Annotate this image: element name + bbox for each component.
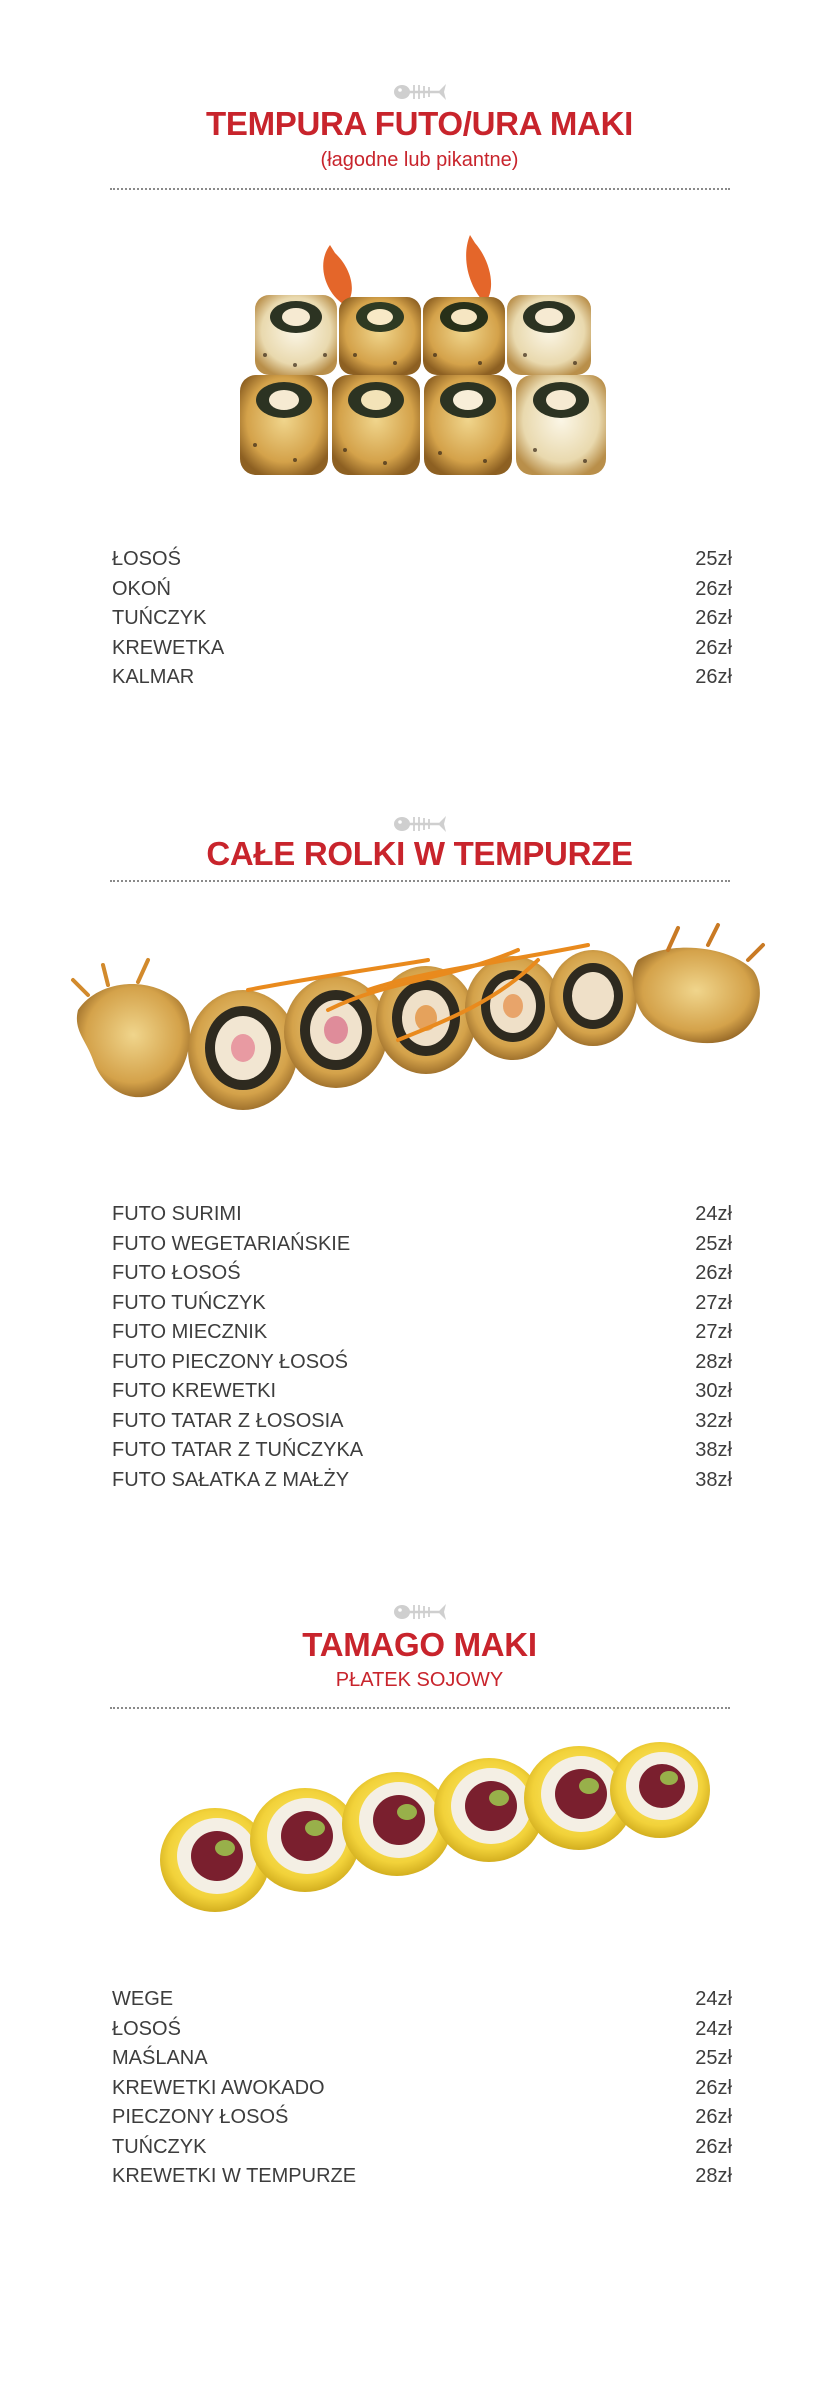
- item-price: 26zł: [695, 2076, 732, 2099]
- menu-item: [112, 2044, 732, 2074]
- item-price: 30zł: [695, 1380, 732, 1402]
- menu-item: [112, 1230, 732, 1260]
- divider: [110, 1707, 730, 1709]
- item-price: 24zł: [695, 1988, 732, 2010]
- divider: [110, 880, 730, 882]
- item-price: 38zł: [695, 1439, 732, 1461]
- item-price: 28zł: [695, 1350, 732, 1373]
- section-title: CAŁE ROLKI W TEMPURZE: [206, 835, 633, 872]
- tamago-maki-photo: [155, 1740, 715, 1920]
- item-price: 26zł: [695, 577, 732, 600]
- menu-item: [112, 1318, 732, 1348]
- section-title: TAMAGO MAKI: [302, 1626, 537, 1663]
- menu-item: [112, 2074, 732, 2104]
- fish-bone-icon: [393, 812, 447, 836]
- menu-item: [112, 1348, 732, 1378]
- item-name: PIECZONY ŁOSOŚ: [112, 2106, 289, 2128]
- menu-list: [112, 1200, 732, 1495]
- fish-bone-icon: [393, 80, 447, 104]
- menu-item: [112, 2162, 732, 2192]
- menu-item: [112, 1407, 732, 1437]
- item-price: 28zł: [695, 2165, 732, 2187]
- item-price: 26zł: [695, 666, 732, 688]
- item-price: 32zł: [695, 1409, 732, 1432]
- menu-item: [112, 1985, 732, 2015]
- menu-list: [112, 1985, 732, 2192]
- menu-item: [112, 2015, 732, 2045]
- item-price: 26zł: [695, 636, 732, 659]
- section-title: TEMPURA FUTO/URA MAKI: [206, 105, 633, 142]
- menu-item: [112, 2133, 732, 2163]
- item-name: OKOŃ: [112, 577, 171, 600]
- item-name: KREWETKI W TEMPURZE: [112, 2165, 357, 2187]
- item-price: 27zł: [695, 1291, 732, 1314]
- item-name: FUTO KREWETKI: [112, 1380, 277, 1402]
- menu-item: [112, 2103, 732, 2133]
- item-name: FUTO PIECZONY ŁOSOŚ: [112, 1350, 348, 1373]
- section-subtitle: (łagodne lub pikantne): [320, 149, 519, 171]
- item-name: FUTO TATAR Z TUŃCZYKA: [112, 1439, 364, 1461]
- item-price: 38zł: [695, 1468, 732, 1491]
- item-price: 26zł: [695, 2135, 732, 2158]
- item-name: KREWETKA: [112, 636, 225, 659]
- item-name: MAŚLANA: [112, 2047, 208, 2069]
- item-name: KREWETKI AWOKADO: [112, 2076, 325, 2099]
- menu-item: [112, 1436, 732, 1466]
- menu-list: [112, 545, 732, 693]
- item-name: TUŃCZYK: [112, 607, 207, 629]
- item-price: 27zł: [695, 1321, 732, 1343]
- item-price: 24zł: [695, 2017, 732, 2040]
- item-name: FUTO WEGETARIAŃSKIE: [112, 1232, 351, 1255]
- item-price: 25zł: [695, 548, 732, 570]
- item-name: FUTO SAŁATKA Z MAŁŻY: [112, 1468, 350, 1491]
- item-name: TUŃCZYK: [112, 2135, 207, 2158]
- menu-item: [112, 545, 732, 575]
- menu-item: [112, 1200, 732, 1230]
- item-price: 25zł: [695, 1232, 732, 1255]
- menu-item: [112, 663, 732, 693]
- item-name: ŁOSOŚ: [112, 548, 181, 570]
- section-subtitle: PŁATEK SOJOWY: [335, 1669, 504, 1691]
- item-name: FUTO ŁOSOŚ: [112, 1262, 241, 1284]
- menu-item: [112, 1289, 732, 1319]
- fish-bone-icon: [393, 1600, 447, 1624]
- item-name: FUTO TATAR Z ŁOSOSIA: [112, 1409, 344, 1432]
- menu-item: [112, 575, 732, 605]
- item-name: FUTO TUŃCZYK: [112, 1291, 266, 1314]
- item-name: FUTO MIECZNIK: [112, 1321, 268, 1343]
- menu-item: [112, 1259, 732, 1289]
- item-price: 26zł: [695, 1262, 732, 1284]
- item-price: 25zł: [695, 2047, 732, 2069]
- divider: [110, 188, 730, 190]
- menu-item: [112, 604, 732, 634]
- whole-tempura-roll-photo: [68, 920, 768, 1140]
- item-name: ŁOSOŚ: [112, 2017, 181, 2040]
- tempura-futo-ura-maki-photo: [235, 225, 625, 495]
- item-price: 24zł: [695, 1203, 732, 1225]
- item-name: FUTO SURIMI: [112, 1203, 242, 1225]
- item-name: KALMAR: [112, 666, 195, 688]
- menu-item: [112, 1377, 732, 1407]
- menu-item: [112, 634, 732, 664]
- item-name: WEGE: [112, 1988, 174, 2010]
- item-price: 26zł: [695, 607, 732, 629]
- item-price: 26zł: [695, 2106, 732, 2128]
- menu-item: [112, 1466, 732, 1496]
